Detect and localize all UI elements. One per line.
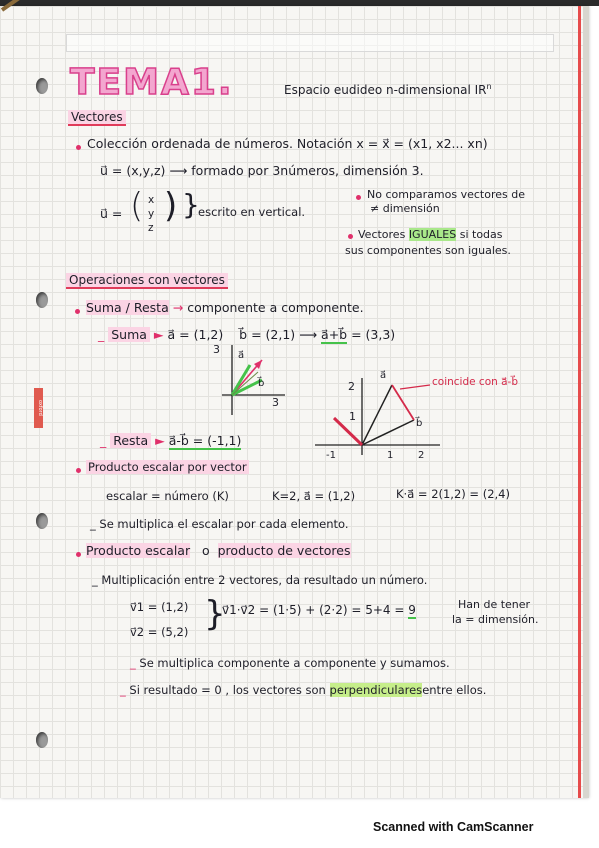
note-misma-dimension: la = dimensión. bbox=[452, 613, 539, 626]
vertical-vector: x y z bbox=[148, 194, 155, 234]
line-escalar: escalar = número (K) bbox=[106, 489, 229, 503]
note-dimension: ≠ dimensión bbox=[370, 202, 440, 215]
graph-resta-note-pointer bbox=[400, 385, 430, 389]
graph-suma-y-label: 3 bbox=[213, 343, 220, 356]
line-componente: _ Se multiplica componente a componente y sumamos. bbox=[130, 656, 450, 670]
heading-producto-escalar: Producto escalar o producto de vectores bbox=[86, 543, 351, 558]
bullet-dot bbox=[76, 552, 81, 557]
line-perpendiculares: _ Si resultado = 0 , los vectores son perpendicularesentre ellos. bbox=[120, 683, 487, 697]
brace: } bbox=[204, 594, 226, 634]
line-coleccion: Colección ordenada de números. Notación x = x⃗ = (x1, x2... xn) bbox=[87, 136, 488, 151]
note-han-de-tener: Han de tener bbox=[458, 598, 531, 611]
line-multiplica-escalar: _ Se multiplica el escalar por cada elemento. bbox=[90, 517, 349, 531]
line-formado: u⃗ = (x,y,z) ⟶ formado por 3números, dimensión 3. bbox=[100, 163, 424, 178]
paren-right: ) bbox=[164, 186, 178, 226]
graph-resta-b-label: b⃗ bbox=[416, 418, 423, 429]
graph-suma-x-label: 3 bbox=[272, 396, 279, 409]
graph-resta-y2-label: 2 bbox=[348, 380, 355, 393]
page-subtitle: Espacio eudideo n-dimensional $IR^n$ bbox=[284, 82, 492, 97]
section-heading-vectores: Vectores bbox=[68, 110, 126, 126]
page-title: TEMA1. bbox=[70, 62, 234, 103]
graph-resta-xm1-label: -1 bbox=[326, 450, 336, 461]
note-no-comparamos: No comparamos vectores de bbox=[367, 188, 526, 201]
line-k-value: K=2, a⃗ = (1,2) bbox=[272, 489, 356, 503]
graph-suma-a-label: a⃗ bbox=[238, 350, 245, 361]
line-k-times-a: K·a⃗ = 2(1,2) = (2,4) bbox=[396, 487, 510, 501]
graph-suma-b-label: b⃗ bbox=[258, 378, 265, 389]
graph-resta-vector-a bbox=[362, 385, 392, 445]
graph-resta-vector-diff-translated bbox=[392, 385, 414, 420]
paren-left: ( bbox=[130, 186, 144, 226]
brace: } bbox=[182, 188, 200, 221]
note-vectores-iguales: Vectores IGUALES si todas bbox=[358, 228, 503, 241]
note-componentes: sus componentes son iguales. bbox=[345, 244, 511, 257]
heading-producto-escalar-vector: Producto escalar por vector bbox=[88, 460, 247, 474]
section-heading-operaciones: Operaciones con vectores bbox=[66, 273, 228, 289]
graph-resta-note: coincide con a⃗-b⃗ bbox=[432, 376, 518, 388]
line-suma: _ Suma ► a⃗ = (1,2) b⃗ = (2,1) ⟶ a⃗+b⃗ = (3,3) bbox=[98, 327, 396, 342]
graph-resta-vector-diff bbox=[334, 418, 362, 445]
line-vertical-suffix: escrito en vertical. bbox=[198, 205, 306, 219]
bullet-dot bbox=[76, 468, 81, 473]
vector-v1: v⃗1 = (1,2) bbox=[130, 600, 189, 614]
graph-resta-y1-label: 1 bbox=[349, 410, 356, 423]
graph-resta-x2-label: 2 bbox=[418, 450, 425, 461]
line-multiplicacion: _ Multiplicación entre 2 vectores, da resultado un número. bbox=[92, 573, 428, 587]
graph-resta-vector-b bbox=[362, 420, 414, 445]
graph-resta-a-label: a⃗ bbox=[380, 370, 387, 381]
scanner-footer: Scanned with CamScanner bbox=[373, 820, 534, 834]
line-resta: _ Resta ► a⃗-b⃗ = (-1,1) bbox=[100, 433, 242, 448]
side-tag: oxford bbox=[34, 388, 43, 428]
graph-resta-x1-label: 1 bbox=[387, 450, 394, 461]
vector-v2: v⃗2 = (5,2) bbox=[130, 625, 189, 639]
line-suma-resta: Suma / Resta → componente a componente. bbox=[86, 300, 364, 315]
line-vertical-prefix: u⃗ = bbox=[100, 206, 123, 221]
dot-product-expression: v⃗1·v⃗2 = (1·5) + (2·2) = 5+4 = 9 bbox=[222, 603, 416, 617]
